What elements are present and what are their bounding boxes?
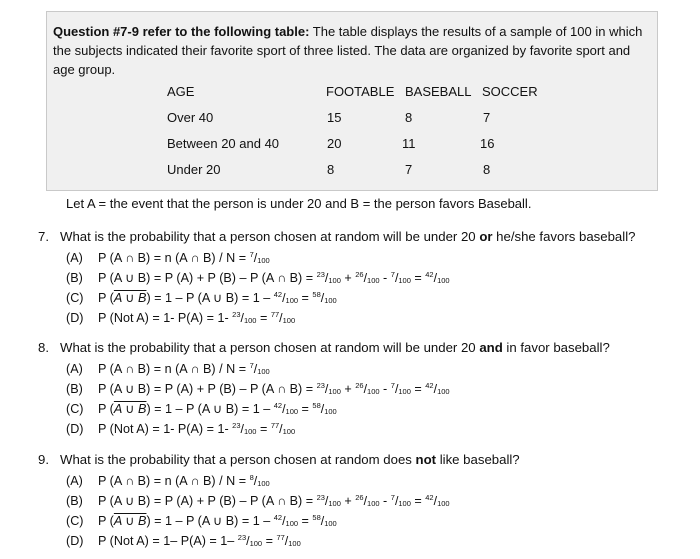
complement-notation: A ∪ B <box>113 514 147 528</box>
cell-value: 7 <box>483 110 491 125</box>
question-pre: What is the probability that a person chosen at random will be under 20 <box>60 340 480 355</box>
question-number: 7. <box>38 229 49 244</box>
fraction: $^{23}/_{100}$ <box>316 270 341 285</box>
cell-value: 8 <box>483 162 491 177</box>
fraction: $^7/_{100}$ <box>390 381 411 396</box>
fraction: $^{77}/_{100}$ <box>276 533 301 548</box>
intro-paragraph <box>53 22 653 79</box>
option-label: (B) <box>66 494 83 508</box>
option-c <box>66 401 337 416</box>
option-text: P (Not A) = 1- P(A) = 1- <box>98 311 233 325</box>
cell-value: 7 <box>405 162 413 177</box>
fraction: $^7/_{100}$ <box>390 270 411 285</box>
option-text: P (A ∩ B) = n (A ∩ B) / N = <box>98 474 250 488</box>
option-text: P (Not A) = 1– P(A) = 1– <box>98 534 238 548</box>
header-age: AGE <box>167 84 195 99</box>
row-label: Over 40 <box>167 110 214 125</box>
cell-value: 8 <box>327 162 335 177</box>
fraction: $^{42}/_{100}$ <box>425 493 450 508</box>
operator: + <box>340 382 356 396</box>
fraction: $^{26}/_{100}$ <box>355 381 380 396</box>
fraction: $^{23}/_{100}$ <box>232 421 257 436</box>
fraction: $^{77}/_{100}$ <box>270 421 296 436</box>
operator: = <box>298 291 313 305</box>
option-text: P ( <box>98 514 114 528</box>
fraction: $^{58}/_{100}$ <box>312 290 337 305</box>
fraction: $^{26}/_{100}$ <box>355 493 380 508</box>
fraction: $^{23}/_{100}$ <box>237 533 263 548</box>
operator: - <box>379 271 391 285</box>
fraction: $^{26}/_{100}$ <box>355 270 380 285</box>
fraction: $^{23}/_{100}$ <box>316 493 341 508</box>
row-label: Between 20 and 40 <box>167 136 280 151</box>
option-a <box>66 473 270 488</box>
question-emphasis: and <box>479 340 503 355</box>
option-label: (C) <box>66 291 84 305</box>
question-post: like baseball? <box>436 452 520 467</box>
cell-value: 16 <box>480 136 495 151</box>
fraction: $^{58}/_{100}$ <box>312 401 337 416</box>
option-label: (C) <box>66 402 84 416</box>
option-b <box>66 270 450 285</box>
fraction: $^7/_{100}$ <box>390 493 411 508</box>
option-text: P (A ∪ B) = P (A) + P (B) – P (A ∩ B) = <box>98 271 317 285</box>
fraction: $^{58}/_{100}$ <box>312 513 337 528</box>
option-label: (D) <box>66 422 84 436</box>
option-label: (B) <box>66 271 83 285</box>
option-label: (D) <box>66 311 84 325</box>
cell-value: 11 <box>402 136 416 151</box>
fraction: $^8/_{100}$ <box>249 473 270 488</box>
option-b <box>66 381 450 396</box>
question-text <box>38 340 610 355</box>
option-text: P ( <box>98 291 114 305</box>
fraction: $^{77}/_{100}$ <box>270 310 296 325</box>
header-football: FOOTABLE <box>326 84 395 99</box>
operator: + <box>340 494 356 508</box>
question-pre: What is the probability that a person chosen at random will be under 20 <box>60 229 480 244</box>
option-label: (A) <box>66 251 83 265</box>
fraction: $^{42}/_{100}$ <box>273 290 299 305</box>
option-a <box>66 361 270 376</box>
header-soccer: SOCCER <box>482 84 538 99</box>
option-label: (A) <box>66 362 83 376</box>
complement-notation: A ∪ B <box>113 402 147 416</box>
operator: = <box>256 422 271 436</box>
operator: = <box>410 271 426 285</box>
question-text <box>38 229 635 244</box>
question-number: 9. <box>38 452 49 467</box>
fraction: $^7/_{100}$ <box>249 250 270 265</box>
fraction: $^{42}/_{100}$ <box>273 401 299 416</box>
option-text: ) = 1 – P (A ∪ B) = 1 – <box>146 291 274 305</box>
cell-value: 20 <box>327 136 342 151</box>
cell-value: 8 <box>405 110 413 125</box>
option-label: (D) <box>66 534 84 548</box>
option-text: P ( <box>98 402 114 416</box>
question-emphasis: or <box>479 229 493 244</box>
option-label: (B) <box>66 382 83 396</box>
option-c <box>66 290 337 305</box>
cell-value: 15 <box>327 110 342 125</box>
option-d <box>66 310 295 325</box>
fraction: $^{23}/_{100}$ <box>316 381 341 396</box>
question-post: he/she favors baseball? <box>492 229 636 244</box>
fraction: $^{23}/_{100}$ <box>232 310 257 325</box>
question-emphasis: not <box>415 452 437 467</box>
fraction: $^7/_{100}$ <box>249 361 270 376</box>
option-text: ) = 1 – P (A ∪ B) = 1 – <box>146 514 274 528</box>
operator: = <box>410 494 426 508</box>
intro-bold: Question #7-9 refer to the following table: <box>53 24 310 39</box>
option-text: P (A ∩ B) = n (A ∩ B) / N = <box>98 251 250 265</box>
option-text: ) = 1 – P (A ∪ B) = 1 – <box>146 402 274 416</box>
operator: - <box>379 382 391 396</box>
complement-notation: A ∪ B <box>113 291 147 305</box>
operator: = <box>298 514 313 528</box>
operator: = <box>256 311 271 325</box>
fraction: $^{42}/_{100}$ <box>273 513 299 528</box>
question-number: 8. <box>38 340 49 355</box>
option-text: P (Not A) = 1- P(A) = 1- <box>98 422 233 436</box>
option-d <box>66 421 295 436</box>
option-label: (A) <box>66 474 83 488</box>
operator: = <box>262 534 277 548</box>
option-c <box>66 513 337 528</box>
option-d <box>66 533 301 548</box>
operator: = <box>410 382 426 396</box>
question-text <box>38 452 520 467</box>
option-text: P (A ∪ B) = P (A) + P (B) – P (A ∩ B) = <box>98 382 317 396</box>
fraction: $^{42}/_{100}$ <box>425 270 450 285</box>
operator: - <box>379 494 391 508</box>
option-label: (C) <box>66 514 84 528</box>
question-pre: What is the probability that a person chosen at random does <box>60 452 416 467</box>
operator: + <box>340 271 356 285</box>
option-b <box>66 493 450 508</box>
operator: = <box>298 402 313 416</box>
intro-text: The table displays the results of a sample of 100 in which the subjects indicated their favorite sport of three listed. The data are organized by favorite sport and age group. <box>53 24 643 77</box>
row-label: Under 20 <box>167 162 221 177</box>
question-post: in favor baseball? <box>502 340 610 355</box>
info-box <box>46 11 658 191</box>
option-text: P (A ∩ B) = n (A ∩ B) / N = <box>98 362 250 376</box>
let-definition: Let A = the event that the person is under 20 and B = the person favors Baseball. <box>66 196 532 211</box>
option-a <box>66 250 270 265</box>
header-baseball: BASEBALL <box>405 84 472 99</box>
fraction: $^{42}/_{100}$ <box>425 381 450 396</box>
option-text: P (A ∪ B) = P (A) + P (B) – P (A ∩ B) = <box>98 494 317 508</box>
